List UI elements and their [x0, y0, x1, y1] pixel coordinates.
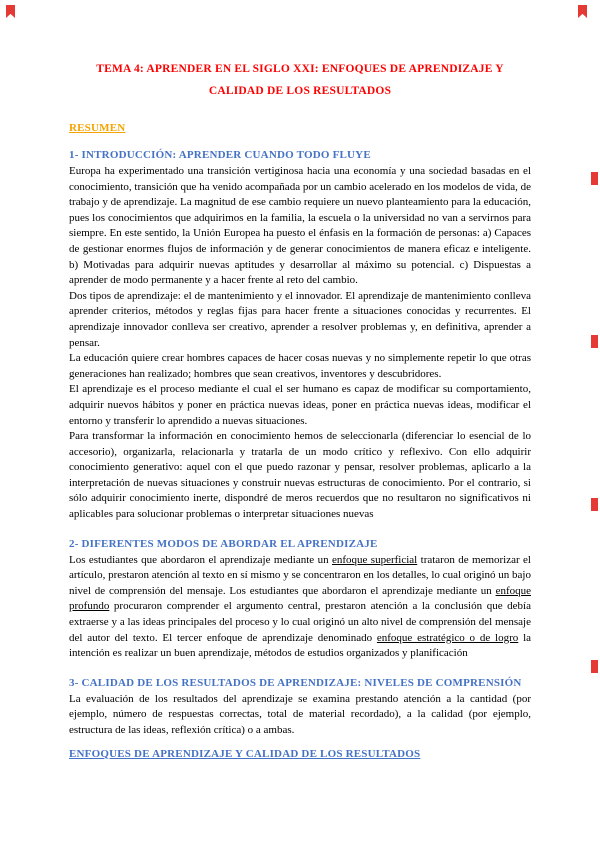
corner-logo-icon: [578, 5, 587, 18]
text-run: Los estudiantes que abordaron el aprendizaje mediante un: [69, 553, 332, 566]
edge-marker-icon: [591, 498, 598, 511]
section-heading-calidad: 3- CALIDAD DE LOS RESULTADOS DE APRENDIZAJE: NIVELES DE COMPRENSIÓN: [69, 676, 522, 689]
section-introduccion: [69, 149, 531, 523]
section-calidad-resultados: [69, 677, 531, 760]
paragraph: [69, 429, 531, 523]
section-heading-modos: 2- DIFERENTES MODOS DE ABORDAR EL APRENDIZAJE: [69, 537, 378, 550]
paragraph: [69, 692, 531, 739]
section-heading-introduccion: 1- INTRODUCCIÓN: APRENDER CUANDO TODO FLUYE: [69, 149, 371, 161]
underlined-term: enfoque profundo: [69, 584, 531, 613]
text-run: Para transformar la información en conocimiento hemos de seleccionarla (diferenciar lo esencial de lo accesorio), organizarla, relacionarla y tratarla de un modo crítico y reflexivo. Con ello adquirir conocimiento generativo: aquel con el que puedo razonar y pensar, resolver problemas, aplicarlo a la interpretación de nuevas situaciones y construir nuevas estructuras de conocimiento. Por el contrario, si sólo adquirir conocimiento inerte, dispondré de meros recuerdos que no resultaron no significativos ni aplicables para solucionar problemas o interpretar situaciones nuevas: [69, 430, 531, 521]
underlined-term: enfoque estratégico o de logro: [376, 631, 519, 644]
resumen-heading: RESUMEN: [69, 122, 126, 134]
document-title: TEMA 4: APRENDER EN EL SIGLO XXI: ENFOQUES DE APRENDIZAJE Y CALIDAD DE LOS RESULTADOS: [96, 63, 504, 97]
edge-marker-icon: [591, 172, 598, 185]
underlined-term: enfoque superficial: [331, 553, 418, 566]
paragraph: [69, 164, 531, 289]
enfoques-calidad-link: ENFOQUES DE APRENDIZAJE Y CALIDAD DE LOS RESULTADOS: [69, 747, 421, 760]
section-modos-de-abordar: [69, 538, 531, 662]
text-run: La educación quiere crear hombres capaces de hacer cosas nuevas y no simplemente repetir lo que otras generaciones han realizado; hombres que sean creativos, inventores y descubridores.: [69, 352, 531, 380]
edge-marker-icon: [591, 335, 598, 348]
page-content: [69, 58, 531, 760]
text-run: trataron de memorizar el artículo, prestaron atención al texto en sí mismo y se concentraron en los detalles, lo cual originó un bajo nivel de comprensión del mensaje. Los estudiantes que abordaron el aprendizaje mediante un: [69, 553, 531, 597]
text-run: Europa ha experimentado una transición vertiginosa hacia una economía y una sociedad basadas en el conocimiento, transición que ha venido acompañada por un cambio acelerado en los modelos de vida, de trabajo y de aprendizaje. La magnitud de ese cambio requiere un nuevo planteamiento para la educación, pues los conocimientos que adquirimos en la familia, la escuela o la universidad no van a servirnos para siempre. En este sentido, la Unión Europea ha puesto el énfasis en la formación de personas: a) Capaces de gestionar enormes flujos de información y de generar conocimientos de manera eficaz e inteligente. b) Motivadas para adquirir nuevas aptitudes y desarrollar al máximo su potencial. c) Dispuestas a aprender de modo permanente y a hacer frente al reto del cambio.: [69, 165, 531, 287]
corner-logo-icon: [6, 5, 15, 18]
text-run: La evaluación de los resultados del aprendizaje se examina prestando atención a la cantidad (por ejemplo, número de respuestas correctas, total de material recordado), a la calidad (por ejemplo, estructura de las ideas, reflexión crítica) o a ambas.: [69, 692, 531, 736]
paragraph: [69, 289, 531, 351]
edge-marker-icon: [591, 660, 598, 673]
text-run: Dos tipos de aprendizaje: el de mantenimiento y el innovador. El aprendizaje de mantenimiento conlleva aprender criterios, métodos y reglas fijas para hacer frente a situaciones conocidas y recurrentes. El aprendizaje innovador conlleva ser creativo, aprender a resolver problemas y, en definitiva, aprender a pensar.: [69, 289, 531, 349]
text-run: la intención es realizar un buen aprendizaje, métodos de estudios organizados y planificación: [69, 631, 532, 660]
text-run: procuraron comprender el argumento central, prestaron atención a la conclusión que debía extraerse y a las ideas principales del proceso y lo cual originó un alto nivel de comprensión del mensaje del autor del texto. El tercer enfoque de aprendizaje denominado: [69, 600, 531, 644]
paragraph: [69, 553, 531, 662]
paragraph: [69, 382, 531, 429]
text-run: El aprendizaje es el proceso mediante el cual el ser humano es capaz de modificar su comportamiento, adquirir nuevos hábitos y poner en práctica nuevas ideas, poner en práctica nuevas ideas, modificar el entorno y transferir lo aprendido a nuevas situaciones.: [69, 383, 531, 427]
paragraph: [69, 351, 531, 382]
